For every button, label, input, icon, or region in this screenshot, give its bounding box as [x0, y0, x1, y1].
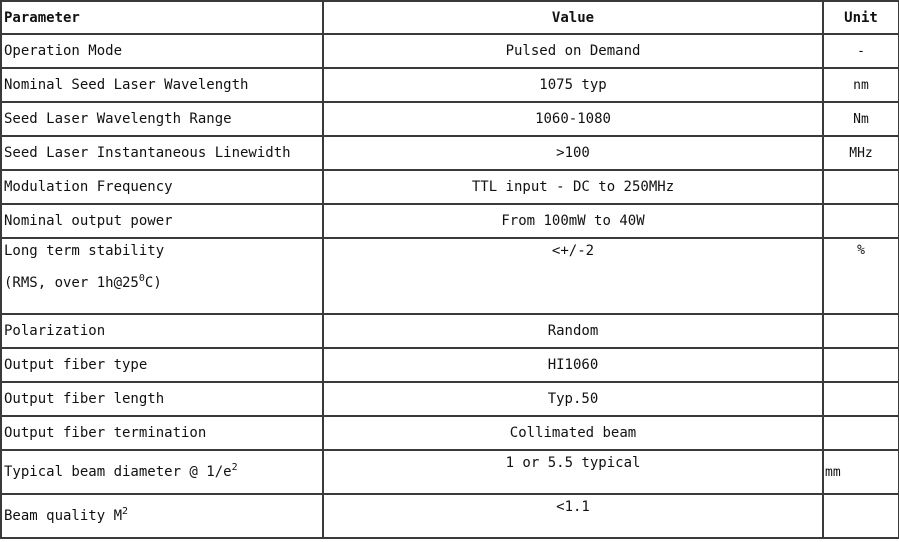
cell-unit	[823, 348, 899, 382]
cell-value: 1060-1080	[323, 102, 823, 136]
cell-value: HI1060	[323, 348, 823, 382]
cell-value: TTL input - DC to 250MHz	[323, 170, 823, 204]
table-row	[1, 314, 899, 348]
parameter-note-end: C)	[144, 275, 162, 291]
cell-unit	[823, 416, 899, 450]
cell-value: <+/-2	[323, 238, 823, 314]
cell-value: Typ.50	[323, 382, 823, 416]
cell-value: <1.1	[323, 494, 823, 538]
table-row	[1, 136, 899, 170]
cell-value: 1 or 5.5 typical	[323, 450, 823, 494]
cell-parameter: Nominal Seed Laser Wavelength	[1, 68, 323, 102]
table-row	[1, 450, 899, 494]
parameter-label: Beam quality M	[4, 508, 123, 524]
cell-parameter: Seed Laser Instantaneous Linewidth	[1, 136, 323, 170]
table-row	[1, 238, 899, 314]
table-row	[1, 416, 899, 450]
table-row	[1, 204, 899, 238]
table-row	[1, 348, 899, 382]
cell-unit	[823, 314, 899, 348]
cell-unit: %	[823, 238, 899, 314]
parameter-sup: 2	[231, 462, 238, 473]
cell-value: >100	[323, 136, 823, 170]
cell-unit	[823, 204, 899, 238]
cell-unit: mm	[823, 450, 899, 494]
parameter-sup: 2	[122, 506, 129, 517]
header-parameter: Parameter	[1, 1, 323, 34]
cell-unit: nm	[823, 68, 899, 102]
cell-value: Pulsed on Demand	[323, 34, 823, 68]
cell-parameter: Operation Mode	[1, 34, 323, 68]
cell-value: Random	[323, 314, 823, 348]
cell-parameter	[1, 238, 323, 314]
cell-parameter: Output fiber termination	[1, 416, 323, 450]
header-row	[1, 1, 899, 34]
cell-parameter: Polarization	[1, 314, 323, 348]
cell-unit: -	[823, 34, 899, 68]
table-row	[1, 102, 899, 136]
parameter-label: Long term stability	[4, 243, 165, 259]
cell-parameter: Output fiber length	[1, 382, 323, 416]
cell-unit: Nm	[823, 102, 899, 136]
parameter-note	[4, 275, 322, 291]
cell-parameter: Modulation Frequency	[1, 170, 323, 204]
cell-parameter: Nominal output power	[1, 204, 323, 238]
parameter-note-sup: 0	[138, 273, 145, 284]
cell-parameter	[1, 450, 323, 494]
table-row	[1, 494, 899, 538]
cell-parameter	[1, 494, 323, 538]
table-row	[1, 34, 899, 68]
cell-unit	[823, 382, 899, 416]
header-value: Value	[323, 1, 823, 34]
parameter-label: Typical beam diameter @ 1/e	[4, 464, 232, 480]
table-row	[1, 170, 899, 204]
cell-unit: MHz	[823, 136, 899, 170]
cell-parameter: Output fiber type	[1, 348, 323, 382]
table-row	[1, 382, 899, 416]
header-unit: Unit	[823, 1, 899, 34]
cell-value: From 100mW to 40W	[323, 204, 823, 238]
parameter-note-text: (RMS, over 1h@25	[4, 275, 139, 291]
cell-parameter: Seed Laser Wavelength Range	[1, 102, 323, 136]
cell-unit	[823, 494, 899, 538]
cell-value: Collimated beam	[323, 416, 823, 450]
table-row	[1, 68, 899, 102]
cell-value: 1075 typ	[323, 68, 823, 102]
cell-unit	[823, 170, 899, 204]
